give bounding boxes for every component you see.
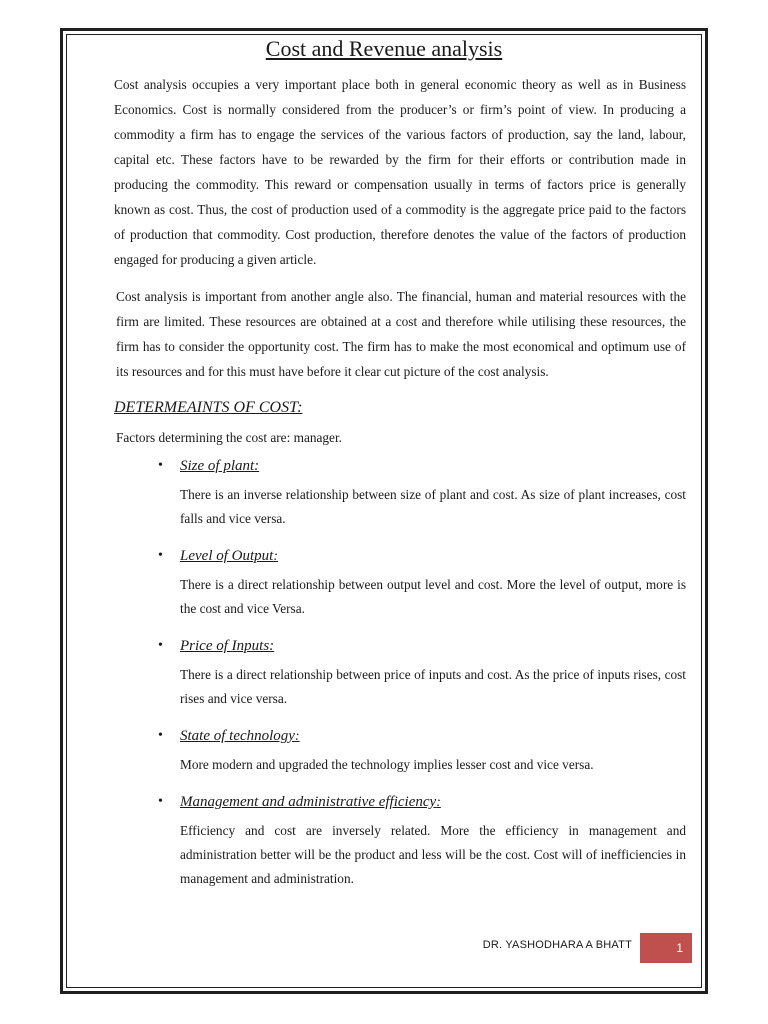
item-description: Efficiency and cost are inversely related. More the efficiency in management and administration better will be the product and less will be the cost. Cost will of inefficiencies in management and administration. [180, 823, 686, 886]
page-number-badge: 1 [640, 933, 692, 963]
determinants-list [158, 454, 686, 895]
item-heading-text: Size of plant: [180, 458, 260, 474]
item-heading-text: Management and administrative efficiency [180, 794, 437, 810]
item-heading-text: State of technology [180, 728, 295, 744]
item-description: There is an inverse relationship between size of plant and cost. As size of plant increases, cost falls and vice versa. [180, 487, 686, 526]
list-item [158, 790, 686, 891]
list-item [158, 634, 686, 711]
bullet-icon: • [158, 548, 163, 563]
item-heading [180, 790, 686, 815]
bullet-icon: • [158, 638, 163, 653]
footer-author: DR. YASHODHARA A BHATT [482, 939, 632, 951]
determinants-intro: Factors determining the cost are: manager. [116, 430, 342, 445]
item-heading-text: Price of Inputs: [180, 638, 275, 654]
item-heading [180, 454, 686, 479]
item-heading-suffix: : [436, 795, 441, 810]
item-heading [180, 634, 686, 659]
item-description: More modern and upgraded the technology implies lesser cost and vice versa. [180, 757, 594, 772]
paragraph-cost-analysis: Cost analysis occupies a very important place both in general economic theory as well as in Business Economics. Cost is normally considered from the producer’s or firm’s point of view. In producing a commodity a firm has to engage the services of the various factors of production, say the land, labour, capital etc. These factors have to be rewarded by the firm for their efforts or contribution made in producing the commodity. This reward or compensation usually in terms of factors price is generally known as cost. Thus, the cost of production used of a commodity is the aggregate price paid to the factors of production that commodity. Cost production, therefore denotes the value of the factors of production engaged for producing a given article. [114, 77, 686, 267]
item-heading [180, 724, 686, 749]
list-item [158, 454, 686, 531]
bullet-icon: • [158, 794, 163, 809]
bullet-icon: • [158, 728, 163, 743]
item-description: There is a direct relationship between output level and cost. More the level of output, more is the cost and vice Versa. [180, 577, 686, 616]
item-heading-suffix: : [294, 729, 300, 744]
item-heading [180, 544, 686, 569]
item-heading-text: Level of Output [180, 548, 274, 564]
section-heading-determinants: DETERMEAINTS OF COST: [114, 399, 303, 416]
list-item [158, 544, 686, 621]
paragraph-importance: Cost analysis is important from another angle also. The financial, human and material resources with the firm are limited. These resources are obtained at a cost and therefore while utilising these resources, the firm has to consider the opportunity cost. The firm has to make the most economical and optimum use of its resources and for this must have before it clear cut picture of the cost analysis. [116, 289, 686, 379]
item-heading-suffix: : [273, 549, 278, 564]
item-description: There is a direct relationship between price of inputs and cost. As the price of inputs rises, cost rises and vice versa. [180, 667, 686, 706]
list-item [158, 724, 686, 777]
document-title: Cost and Revenue analysis [265, 36, 503, 61]
bullet-icon: • [158, 458, 163, 473]
